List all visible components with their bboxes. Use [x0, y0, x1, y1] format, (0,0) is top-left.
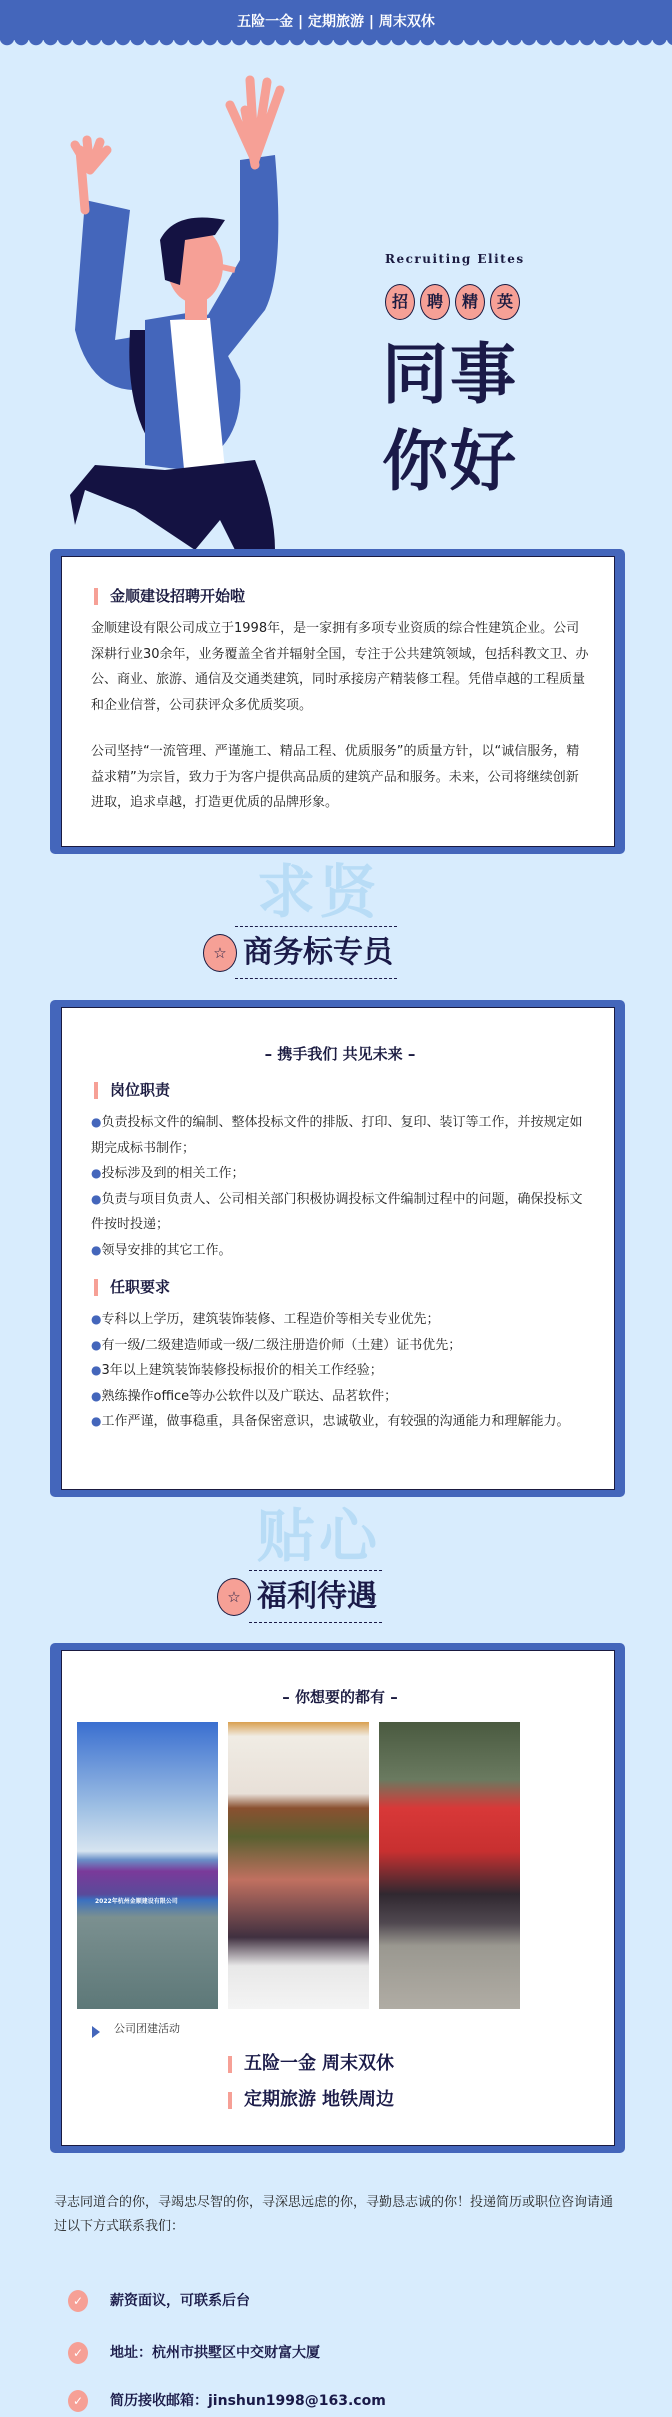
requirements-list [91, 1307, 589, 1435]
job-card [50, 1000, 625, 1497]
requirements-heading: 任职要求 [94, 1277, 589, 1297]
hero-badge: 精 [455, 284, 485, 320]
contact-item: 地址：杭州市拱墅区中交财富大厦 [110, 2345, 320, 2361]
hero-title-line2: 你好 [382, 423, 518, 500]
bullet-icon: ● [91, 1414, 102, 1428]
divider [235, 978, 397, 979]
duties-heading: 岗位职责 [94, 1080, 589, 1100]
item-text: 负责投标文件的编制、整体投标文件的排版、打印、复印、装订等工作，并按规定如期完成标书制作； [91, 1115, 583, 1156]
team-photo [77, 1722, 218, 2009]
item-text: 专科以上学历，建筑装饰装修、工程造价等相关专业优先； [101, 1312, 440, 1327]
outing-photo [379, 1722, 520, 2009]
divider [235, 926, 397, 927]
bullet-icon: ● [91, 1242, 102, 1257]
intro-heading: 金顺建设招聘开始啦 [94, 586, 589, 606]
bullet-icon: ● [91, 1166, 102, 1180]
bullet-icon: ● [91, 1363, 102, 1377]
hero-badge: 英 [490, 284, 520, 320]
star-icon: ☆ [203, 934, 237, 972]
bullet-icon: ● [91, 1191, 102, 1206]
hero-subtitle: Recruiting Elites [385, 252, 525, 266]
benefit-row [228, 2089, 589, 2111]
item-text: 3年以上建筑装饰装修投标报价的相关工作经验； [101, 1363, 383, 1378]
check-icon: ✓ [68, 2390, 88, 2412]
bullet-icon: ● [91, 1312, 102, 1326]
watermark-text: 求贤 [257, 858, 382, 926]
job-subtitle: – 携手我们 共见未来 – [264, 1045, 416, 1063]
contact-email[interactable]: 简历接收邮箱：jinshun1998@163.com [110, 2393, 386, 2409]
check-icon: ✓ [68, 2290, 88, 2312]
photo-caption-row [91, 2017, 589, 2047]
banner-text: 五险一金 | 定期旅游 | 周末双休 [237, 14, 435, 30]
item-text: 负责与项目负责人、公司相关部门积极协调投标文件编制过程中的问题，确保投标文件按时投递； [91, 1191, 583, 1232]
photo-banner-text: 2022年杭州金顺建设有限公司 [95, 1898, 178, 1905]
list-item [91, 1307, 589, 1333]
benefits-subtitle: – 你想要的都有 – [282, 1688, 398, 1706]
list-item [91, 1238, 589, 1264]
contact-intro: 寻志同道合的你，寻竭忠尽智的你，寻深思远虑的你，寻勤恳志诚的你！投递简历或职位咨询请通过以下方式联系我们： [54, 2195, 614, 2234]
benefit-row [228, 2053, 589, 2075]
list-item [91, 1384, 589, 1410]
list-item [91, 1187, 589, 1238]
bullet-icon: ● [91, 1388, 102, 1403]
benefit-item: 五险一金 [244, 2053, 316, 2074]
item-text: 工作严谨，做事稳重，具备保密意识，忠诚敬业，有较强的沟通能力和理解能力。 [101, 1414, 570, 1429]
intro-card [50, 549, 625, 854]
item-text: 有一级/二级建造师或一级/二级注册造价师（土建）证书优先； [101, 1337, 462, 1353]
scallop-edge [0, 38, 672, 48]
hero-title-line1: 同事 [382, 336, 518, 413]
divider [249, 1622, 382, 1623]
bullet-icon: ● [91, 1115, 102, 1129]
section-title: 商务标专员 [243, 935, 393, 970]
jumping-man-illustration [45, 70, 295, 550]
divider [249, 1570, 382, 1571]
duties-list [91, 1110, 589, 1263]
hero-badge: 聘 [420, 284, 450, 320]
item-text: 领导安排的其它工作。 [101, 1242, 232, 1258]
list-item [91, 1333, 589, 1359]
benefit-item: 地铁周边 [322, 2089, 394, 2110]
photo-caption: 公司团建活动 [114, 2022, 180, 2035]
check-icon: ✓ [68, 2342, 88, 2364]
intro-paragraph: 金顺建设有限公司成立于1998年，是一家拥有多项专业资质的综合性建筑企业。公司深耕行业30余年，业务覆盖全省并辐射全国，专注于公共建筑领域，包括科教文卫、办公、商业、旅游、通信及交通类建筑，同时承接房产精装修工程。凭借卓越的工程质量和企业信誉，公司获评众多优质奖项。 [91, 621, 589, 713]
list-item [91, 1409, 589, 1435]
benefit-item: 定期旅游 [244, 2089, 316, 2110]
star-icon: ☆ [217, 1578, 251, 1616]
intro-paragraph: 公司坚持“一流管理、严谨施工、精品工程、优质服务”的质量方针，以“诚信服务，精益求精”为宗旨，致力于为客户提供高品质的建筑产品和服务。未来，公司将继续创新进取，追求卓越，打造更优质的品牌形象。 [91, 744, 580, 810]
watermark-text: 贴心 [257, 1502, 382, 1570]
item-text: 投标涉及到的相关工作； [101, 1166, 245, 1181]
bullet-icon: ● [91, 1337, 102, 1352]
section-title: 福利待遇 [257, 1579, 377, 1614]
photo-gallery [77, 1722, 598, 2009]
item-text: 熟练操作office等办公软件以及广联达、品茗软件； [101, 1388, 398, 1404]
benefits-card [50, 1643, 625, 2153]
play-arrow-icon [92, 2026, 100, 2038]
list-item [91, 1110, 589, 1161]
hero-badge: 招 [385, 284, 415, 320]
list-item [91, 1161, 589, 1187]
contact-item: 薪资面议，可联系后台 [110, 2293, 250, 2309]
benefit-item: 周末双休 [322, 2053, 394, 2074]
dinner-photo [228, 1722, 369, 2009]
list-item [91, 1358, 589, 1384]
